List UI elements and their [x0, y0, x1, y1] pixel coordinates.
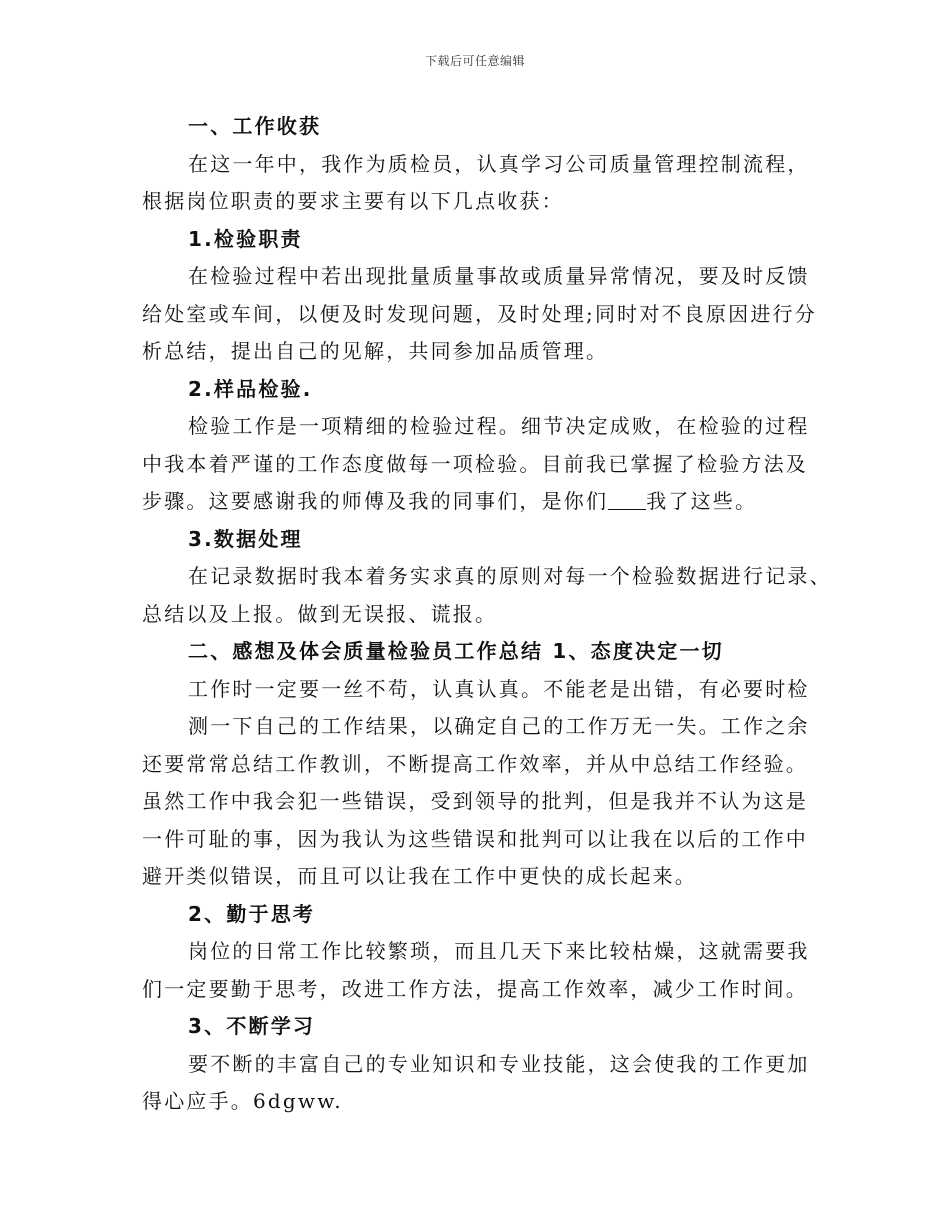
paragraph-line: 在记录数据时我本着务实求真的原则对每一个检验数据进行记录、	[188, 564, 832, 588]
subheading-diligent-thinking: 2、勤于思考	[188, 901, 316, 926]
paragraph-line-with-blank	[142, 483, 822, 521]
paragraph-line: 虽然工作中我会犯一些错误，受到领导的批判，但是我并不认为这是	[142, 789, 808, 813]
text-after-blank: 我了这些。	[646, 489, 758, 513]
paragraph-line: 要不断的丰富自己的专业知识和专业技能，这会使我的工作更加	[188, 1051, 810, 1076]
paragraph-line: 总结以及上报。做到无误报、谎报。	[142, 601, 498, 626]
paragraph-line: 一件可耻的事，因为我认为这些错误和批判可以让我在以后的工作中	[142, 826, 808, 851]
page-header: 下载后可任意编辑	[424, 54, 525, 68]
paragraph-line: 得心应手。6dgww.	[142, 1089, 343, 1113]
paragraph-line: 给处室或车间，以便及时发现问题，及时处理;同时对不良原因进行分	[142, 301, 817, 326]
subheading-continuous-learning: 3、不断学习	[188, 1014, 316, 1038]
section-heading-reflections: 二、感想及体会质量检验员工作总结 1、态度决定一切	[188, 639, 724, 663]
paragraph-line: 检验工作是一项精细的检验过程。细节决定成败，在检验的过程	[188, 414, 810, 438]
paragraph-line: 们一定要勤于思考，改进工作方法，提高工作效率，减少工作时间。	[142, 976, 808, 1001]
fill-in-blank	[608, 491, 646, 510]
paragraph-line: 中我本着严谨的工作态度做每一项检验。目前我已掌握了检验方法及	[142, 451, 808, 476]
text-before-blank: 步骤。这要感谢我的师傅及我的同事们，是你们	[142, 489, 609, 513]
paragraph-line: 岗位的日常工作比较繁琐，而且几天下来比较枯燥，这就需要我	[188, 939, 810, 963]
paragraph-line: 析总结，提出自己的见解，共同参加品质管理。	[142, 339, 609, 363]
paragraph-line: 工作时一定要一丝不苟，认真认真。不能老是出错，有必要时检	[188, 676, 810, 701]
subheading-data-processing: 3.数据处理	[188, 526, 303, 551]
section-heading-gains: 一、工作收获	[188, 114, 322, 138]
paragraph-line: 还要常常总结工作教训，不断提高工作效率，并从中总结工作经验。	[142, 751, 808, 776]
paragraph-line: 在检验过程中若出现批量质量事故或质量异常情况，要及时反馈	[188, 264, 810, 288]
paragraph-line: 在这一年中，我作为质检员，认真学习公司质量管理控制流程，	[188, 151, 810, 176]
document-body	[142, 108, 832, 1121]
paragraph-line: 避开类似错误，而且可以让我在工作中更快的成长起来。	[142, 864, 697, 888]
paragraph-line: 测一下自己的工作结果，以确定自己的工作万无一失。工作之余	[188, 714, 810, 738]
subheading-inspection-duty: 1.检验职责	[188, 226, 303, 251]
subheading-sample-inspection: 2.样品检验.	[188, 376, 313, 401]
paragraph-line: 根据岗位职责的要求主要有以下几点收获：	[142, 189, 564, 213]
